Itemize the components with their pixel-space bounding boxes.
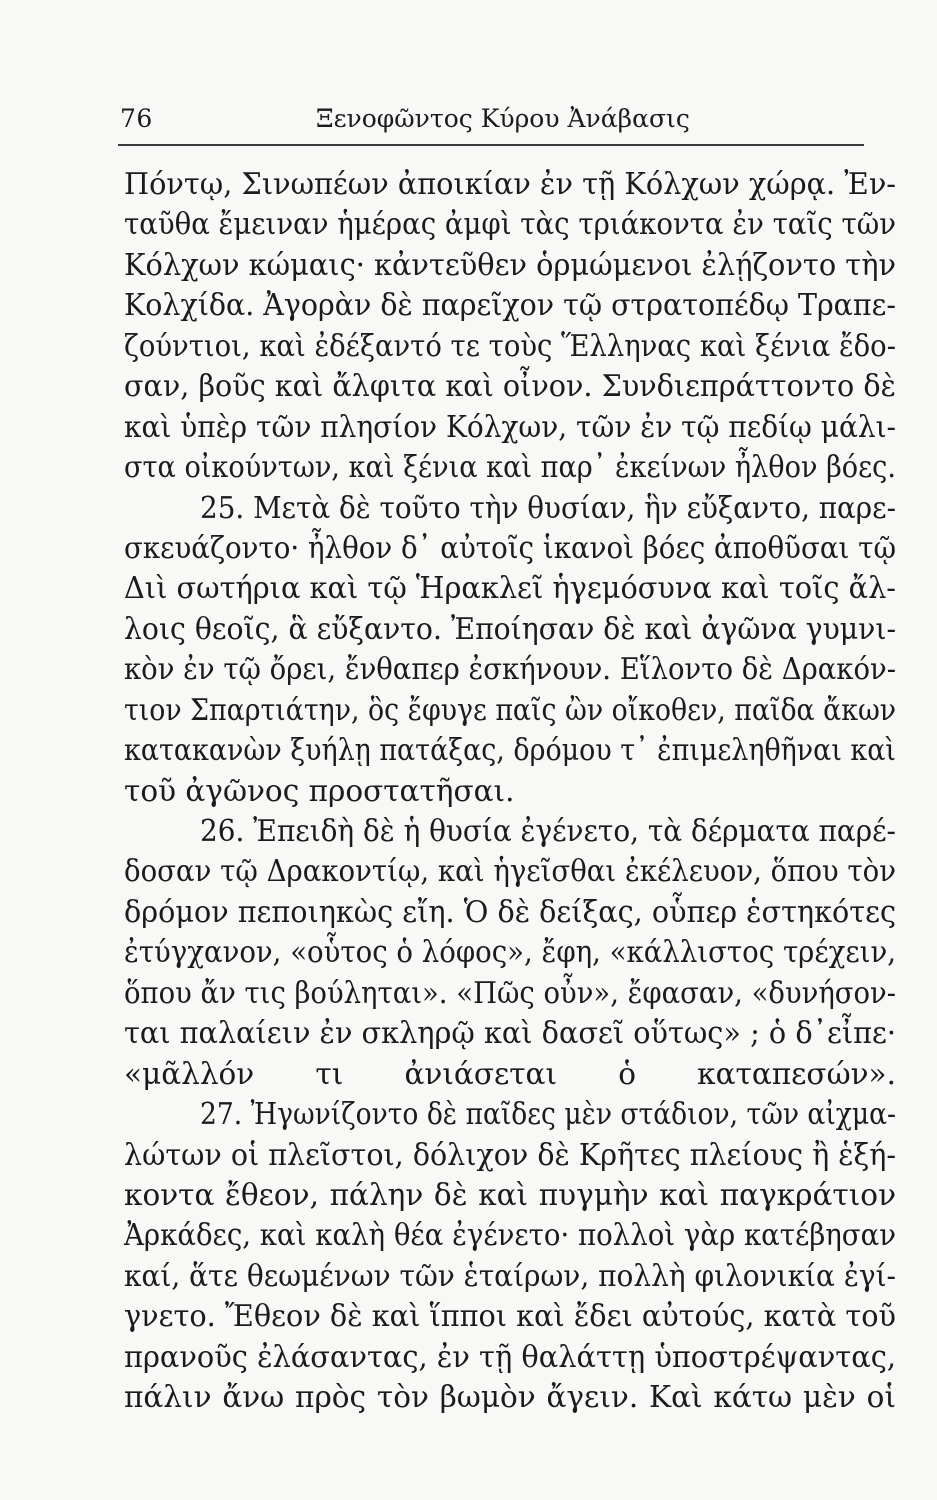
text-line: ὅπου ἄν τις βούληται». «Πῶς οὖν», ἔφασαν, «δυνήσον- [124,975,897,1010]
text-line: Κολχίδα. Ἀγορὰν δὲ παρεῖχον τῷ στρατοπέδῳ Τραπε- [124,288,896,323]
text-line: Ἀρκάδες, καὶ καλὴ θέα ἐγένετο· πολλοὶ γὰρ κατέβησαν [124,1218,896,1253]
text-line: γνετο. Ἔθεον δὲ καὶ ἵπποι καὶ ἔδει αὐτούς, κατὰ τοῦ [124,1299,897,1334]
page-number: 76 [120,104,153,133]
text-line: «μᾶλλόν τι ἀνιάσεται ὁ καταπεσών». [124,1056,896,1091]
text-line: Κόλχων κώμαις· κἀντεῦθεν ὁρμώμενοι ἐλῄζοντο τὴν [124,247,896,282]
text-line: πρανοῦς ἐλάσαντας, ἐν τῇ θαλάττῃ ὑποστρέψαντας, [124,1339,897,1374]
text-line: κὸν ἐν τῷ ὄρει, ἔνθαπερ ἐσκήνουν. Εἵλοντο δὲ Δρακόν- [124,652,896,687]
text-line: Διὶ σωτήρια καὶ τῷ Ἡρακλεῖ ἡγεμόσυνα καὶ τοῖς ἄλ- [124,571,897,606]
text-line: 27. Ἠγωνίζοντο δὲ παῖδες μὲν στάδιον, τῶν αἰχμα- [200,1097,897,1132]
text-line: σκευάζοντο· ἦλθον δ᾽ αὐτοῖς ἱκανοὶ βόες ἀποθῦσαι τῷ [124,530,897,565]
text-line: τοῦ ἀγῶνος προστατῆσαι. [124,773,515,808]
text-line: δρόμον πεποιηκὼς εἴη. Ὁ δὲ δείξας, οὗπερ ἑστηκότες [124,894,896,929]
text-line: ἐτύγχανον, «οὗτος ὁ λόφος», ἔφη, «κάλλιστος τρέχειν, [124,935,896,970]
text-line: Πόντῳ, Σινωπέων ἀποικίαν ἐν τῇ Κόλχων χώρᾳ. Ἐν- [124,167,897,201]
text-line: πάλιν ἄνω πρὸς τὸν βωμὸν ἄγειν. Καὶ κάτω μὲν οἱ [124,1380,897,1415]
text-line: σαν, βοῦς καὶ ἄλφιτα καὶ οἶνον. Συνδιεπράττοντο δὲ [124,369,896,404]
text-line: λοις θεοῖς, ἃ εὔξαντο. Ἐποίησαν δὲ καὶ ἀγῶνα γυμνι- [124,611,897,646]
text-line: ζούντιοι, καὶ ἐδέξαντό τε τοὺς Ἕλληνας καὶ ξένια ἔδο- [124,328,896,363]
text-line: λώτων οἱ πλεῖστοι, δόλιχον δὲ Κρῆτες πλείους ἢ ἑξή- [124,1137,896,1172]
text-line: τιον Σπαρτιάτην, ὃς ἔφυγε παῖς ὢν οἴκοθεν, παῖδα ἄκων [124,692,897,727]
text-line: δοσαν τῷ Δρακοντίῳ, καὶ ἡγεῖσθαι ἐκέλευον, ὅπου τὸν [124,854,897,889]
body-text [124,164,896,1418]
text-line: καὶ ὑπὲρ τῶν πλησίον Κόλχων, τῶν ἐν τῷ πεδίῳ μάλι- [124,409,897,444]
running-title: Ξενοφῶντος Κύρου Ἀνάβασις [316,104,690,133]
text-line: 25. Μετὰ δὲ τοῦτο τὴν θυσίαν, ἣν εὔξαντο, παρε- [200,490,896,525]
text-line: καί, ἅτε θεωμένων τῶν ἑταίρων, πολλὴ φιλονικία ἐγί- [124,1258,897,1293]
text-line: κατακανὼν ξυήλῃ πατάξας, δρόμου τ᾽ ἐπιμεληθῆναι καὶ [124,733,896,768]
text-line: στα οἰκούντων, καὶ ξένια καὶ παρ᾽ ἐκείνων ἦλθον βόες. [124,450,896,485]
text-line: ταῦθα ἔμειναν ἡμέρας ἀμφὶ τὰς τριάκοντα ἐν ταῖς τῶν [124,207,896,242]
text-line: κοντα ἔθεον, πάλην δὲ καὶ πυγμὴν καὶ παγκράτιον [124,1177,896,1212]
text-line: 26. Ἐπειδὴ δὲ ἡ θυσία ἐγένετο, τὰ δέρματα παρέ- [200,814,896,848]
text-line: ται παλαίειν ἐν σκληρῷ καὶ δασεῖ οὕτως» ; ὁ δ᾽εἶπε· [124,1016,897,1051]
page-header [120,100,863,140]
header-rule [118,144,864,146]
